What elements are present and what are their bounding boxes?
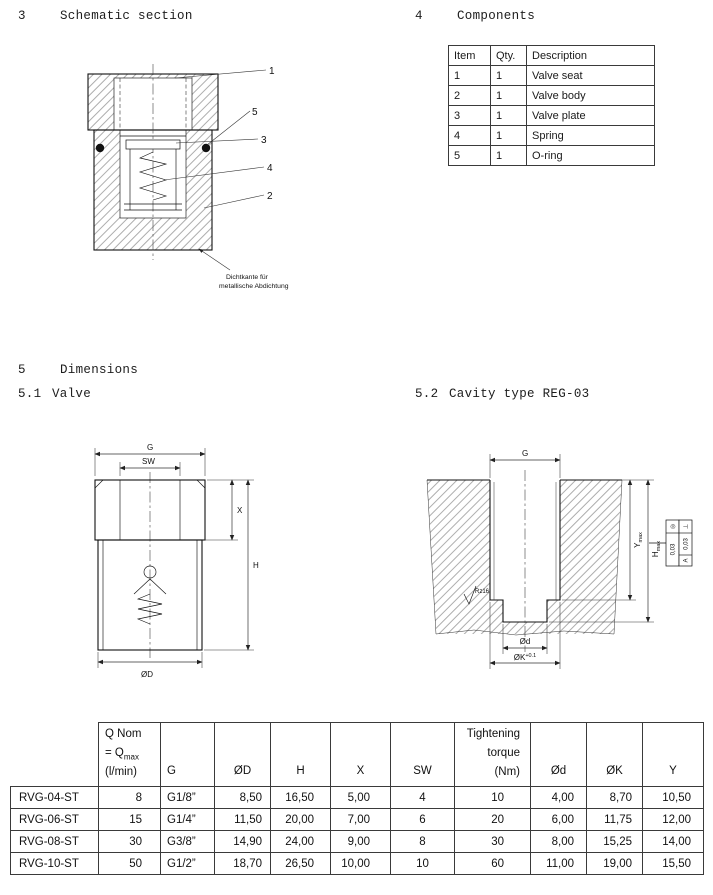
sealing-edge-note: [199, 249, 289, 290]
table-row: [449, 126, 655, 146]
dim-label-g: G: [147, 443, 154, 452]
table-cell: 7,00: [331, 809, 391, 831]
flow-header-line2: = $Q_{max}$: [105, 747, 139, 762]
cavity-section: [427, 470, 622, 652]
table-cell: 20,00: [271, 809, 331, 831]
valve-cross-section: [88, 64, 218, 260]
table-cell: 3: [449, 106, 491, 126]
table-row: [11, 809, 704, 831]
flow-header-line3: (l/min): [105, 766, 137, 778]
table-cell: 24,00: [271, 831, 331, 853]
cavity-dimension-drawing: [412, 436, 702, 688]
table-row: [11, 853, 704, 875]
table-cell: 4: [391, 787, 455, 809]
table-cell: 10,50: [643, 787, 704, 809]
dim-label-x: X: [237, 506, 243, 515]
gdt2-datum: A: [683, 558, 690, 563]
dim-label-g: G: [522, 449, 529, 458]
table-cell: 10,00: [331, 853, 391, 875]
col-y-header: Y: [643, 723, 704, 787]
table-cell: 1: [491, 66, 527, 86]
table-cell: 10: [391, 853, 455, 875]
table-cell: 2: [449, 86, 491, 106]
section-number: 5.2: [415, 387, 439, 401]
table-row: [449, 106, 655, 126]
section-title: Dimensions: [60, 363, 139, 377]
section-5-2-heading: [415, 387, 589, 401]
col-qty: Qty.: [491, 46, 527, 66]
dim-label-h: H: [253, 561, 259, 570]
table-cell: 6: [391, 809, 455, 831]
table-cell: 4: [449, 126, 491, 146]
table-cell: 15,25: [587, 831, 643, 853]
dim-label-ymax: $Y_{max}$: [633, 532, 644, 548]
table-cell: 19,00: [587, 853, 643, 875]
schematic-section-drawing: [80, 58, 330, 303]
dim-label-hmax: $H_{max}$: [651, 540, 662, 558]
table-row: [11, 831, 704, 853]
table-cell: 18,70: [215, 853, 271, 875]
gdt1-value: 0,03: [670, 543, 677, 556]
components-table: [448, 45, 655, 166]
section-5-1-heading: [18, 387, 91, 401]
table-cell: 50: [99, 853, 161, 875]
model-cell: RVG-04-ST: [11, 787, 99, 809]
table-cell: 8,70: [587, 787, 643, 809]
tolerance-frames: [649, 520, 692, 566]
valve-internals: [120, 136, 186, 210]
table-cell: 15,50: [643, 853, 704, 875]
gdt2-value: 0,03: [683, 538, 690, 550]
callout-1: 1: [269, 66, 275, 77]
col-k-header: ØK: [587, 723, 643, 787]
table-cell: 1: [491, 146, 527, 166]
table-cell: 12,00: [643, 809, 704, 831]
table-cell: 30: [99, 831, 161, 853]
torque-header-line1: Tightening: [466, 728, 520, 740]
table-cell: 11,50: [215, 809, 271, 831]
table-cell: 9,00: [331, 831, 391, 853]
table-cell: 6,00: [531, 809, 587, 831]
dimensions-header-row: [11, 723, 704, 787]
section-3-heading: [18, 9, 193, 23]
table-cell: G1/4”: [161, 809, 215, 831]
dim-label-sw: SW: [142, 457, 155, 466]
table-cell: 1: [491, 126, 527, 146]
col-item: Item: [449, 46, 491, 66]
col-sw-header: SW: [391, 723, 455, 787]
table-cell: 20: [455, 809, 531, 831]
section-4-heading: [415, 9, 535, 23]
valve-outline: [95, 472, 205, 658]
table-cell: G3/8”: [161, 831, 215, 853]
col-description: Description: [527, 46, 655, 66]
section-number: 5.1: [18, 387, 42, 401]
section-number: 3: [18, 9, 26, 23]
col-flow-header: [99, 723, 161, 787]
dimension-lines: [95, 448, 254, 668]
note-text-line2: metallische Abdichtung: [219, 283, 289, 290]
table-cell: 8,50: [215, 787, 271, 809]
section-title: Components: [457, 9, 536, 23]
torque-header-line3: (Nm): [494, 766, 520, 778]
callout-4: 4: [267, 163, 273, 174]
callout-2: 2: [267, 191, 273, 202]
table-row: [449, 66, 655, 86]
table-cell: 10: [455, 787, 531, 809]
table-cell: 8: [99, 787, 161, 809]
table-cell: 5,00: [331, 787, 391, 809]
torque-header-line2: torque: [487, 747, 520, 759]
table-cell: 8: [391, 831, 455, 853]
note-text-line1: Dichtkante für: [226, 274, 268, 281]
flow-header-line1: Q Nom: [105, 728, 142, 740]
section-number: 4: [415, 9, 423, 23]
table-cell: 1: [491, 86, 527, 106]
table-cell: 11,75: [587, 809, 643, 831]
section-title: Schematic section: [60, 9, 193, 23]
section-title: Valve: [52, 387, 92, 401]
model-cell: RVG-10-ST: [11, 853, 99, 875]
col-model-header: [11, 723, 99, 787]
table-cell: 60: [455, 853, 531, 875]
table-cell: 4,00: [531, 787, 587, 809]
col-od-header: ØD: [215, 723, 271, 787]
table-cell: G1/2”: [161, 853, 215, 875]
table-cell: Valve body: [527, 86, 655, 106]
table-cell: 14,90: [215, 831, 271, 853]
col-d-header: Ød: [531, 723, 587, 787]
table-cell: 1: [449, 66, 491, 86]
table-row: [11, 787, 704, 809]
section-number: 5: [18, 363, 26, 377]
dim-label-od: Ød: [519, 637, 531, 646]
table-cell: 15: [99, 809, 161, 831]
table-cell: 26,50: [271, 853, 331, 875]
gdt1-symbol: ◎: [670, 523, 677, 530]
components-header-row: [449, 46, 655, 66]
col-g-header: G: [161, 723, 215, 787]
callout-5: 5: [252, 107, 258, 118]
table-cell: 1: [491, 106, 527, 126]
table-cell: O-ring: [527, 146, 655, 166]
table-cell: 16,50: [271, 787, 331, 809]
model-cell: RVG-06-ST: [11, 809, 99, 831]
roughness-label: Rz16: [475, 589, 490, 595]
table-cell: 30: [455, 831, 531, 853]
callout-3: 3: [261, 135, 267, 146]
table-cell: Valve seat: [527, 66, 655, 86]
table-cell: 14,00: [643, 831, 704, 853]
table-cell: 5: [449, 146, 491, 166]
dim-label-od: ØD: [141, 670, 153, 679]
valve-dimension-drawing: [70, 436, 270, 684]
section-5-heading: [18, 363, 138, 377]
section-title: Cavity type REG-03: [449, 387, 590, 401]
table-row: [449, 146, 655, 166]
gdt2-symbol: ⊥: [683, 523, 690, 530]
table-cell: Valve plate: [527, 106, 655, 126]
table-cell: 8,00: [531, 831, 587, 853]
table-row: [449, 86, 655, 106]
col-torque-header: [455, 723, 531, 787]
table-cell: G1/8”: [161, 787, 215, 809]
col-x-header: X: [331, 723, 391, 787]
dimensions-table: [10, 722, 704, 875]
model-cell: RVG-08-ST: [11, 831, 99, 853]
table-cell: Spring: [527, 126, 655, 146]
dim-label-ok: $ØK^{+0.1}$: [513, 653, 537, 662]
col-h-header: H: [271, 723, 331, 787]
table-cell: 11,00: [531, 853, 587, 875]
